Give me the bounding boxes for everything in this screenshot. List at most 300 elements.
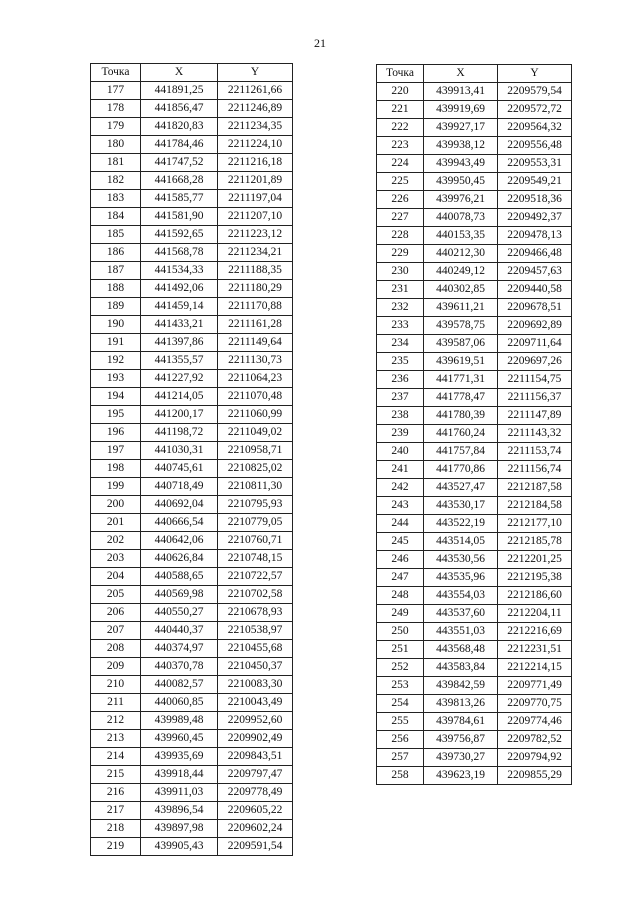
- cell-y: 2210043,49: [218, 694, 293, 712]
- cell-point: 249: [377, 605, 424, 623]
- cell-x: 439813,26: [424, 695, 498, 713]
- cell-x: 440642,06: [141, 532, 218, 550]
- cell-y: 2211234,21: [218, 244, 293, 262]
- table-row: [377, 443, 572, 461]
- cell-x: 441492,06: [141, 280, 218, 298]
- cell-y: 2211149,64: [218, 334, 293, 352]
- cell-x: 441771,31: [424, 371, 498, 389]
- table-row: [91, 118, 293, 136]
- table-row: [91, 838, 293, 856]
- header-x: X: [424, 65, 498, 83]
- cell-y: 2209855,29: [498, 767, 572, 785]
- table-row: [377, 245, 572, 263]
- table-row: [91, 802, 293, 820]
- cell-x: 439927,17: [424, 119, 498, 137]
- cell-point: 253: [377, 677, 424, 695]
- cell-point: 182: [91, 172, 141, 190]
- cell-x: 439623,19: [424, 767, 498, 785]
- cell-y: 2212184,58: [498, 497, 572, 515]
- cell-point: 256: [377, 731, 424, 749]
- coordinates-table-right: [376, 64, 572, 785]
- cell-point: 213: [91, 730, 141, 748]
- table-row: [377, 533, 572, 551]
- cell-y: 2209492,37: [498, 209, 572, 227]
- cell-x: 440440,37: [141, 622, 218, 640]
- cell-point: 221: [377, 101, 424, 119]
- table-row: [377, 515, 572, 533]
- table-row: [377, 317, 572, 335]
- cell-y: 2209478,13: [498, 227, 572, 245]
- table-row: [91, 190, 293, 208]
- cell-y: 2209794,92: [498, 749, 572, 767]
- cell-y: 2210722,57: [218, 568, 293, 586]
- cell-x: 441592,65: [141, 226, 218, 244]
- cell-point: 186: [91, 244, 141, 262]
- cell-y: 2212204,11: [498, 605, 572, 623]
- cell-y: 2211161,28: [218, 316, 293, 334]
- cell-y: 2210450,37: [218, 658, 293, 676]
- table-row: [377, 569, 572, 587]
- table-row: [377, 695, 572, 713]
- header-y: Y: [498, 65, 572, 83]
- cell-y: 2209549,21: [498, 173, 572, 191]
- cell-y: 2211261,66: [218, 82, 293, 100]
- table-row: [91, 298, 293, 316]
- cell-y: 2212214,15: [498, 659, 572, 677]
- table-row: [91, 514, 293, 532]
- cell-y: 2209770,75: [498, 695, 572, 713]
- cell-y: 2212186,60: [498, 587, 572, 605]
- cell-y: 2211223,12: [218, 226, 293, 244]
- cell-y: 2211156,37: [498, 389, 572, 407]
- cell-point: 245: [377, 533, 424, 551]
- cell-x: 439896,54: [141, 802, 218, 820]
- cell-x: 441030,31: [141, 442, 218, 460]
- cell-point: 216: [91, 784, 141, 802]
- cell-point: 194: [91, 388, 141, 406]
- table-row: [377, 137, 572, 155]
- cell-y: 2209952,60: [218, 712, 293, 730]
- cell-y: 2211234,35: [218, 118, 293, 136]
- cell-x: 439935,69: [141, 748, 218, 766]
- table-row: [377, 623, 572, 641]
- cell-x: 441820,83: [141, 118, 218, 136]
- cell-point: 254: [377, 695, 424, 713]
- cell-x: 441534,33: [141, 262, 218, 280]
- cell-x: 441770,86: [424, 461, 498, 479]
- cell-y: 2209797,47: [218, 766, 293, 784]
- cell-x: 443568,48: [424, 641, 498, 659]
- table-row: [91, 712, 293, 730]
- cell-point: 214: [91, 748, 141, 766]
- cell-point: 205: [91, 586, 141, 604]
- cell-x: 439943,49: [424, 155, 498, 173]
- cell-x: 439950,45: [424, 173, 498, 191]
- cell-x: 441568,78: [141, 244, 218, 262]
- table-row: [91, 316, 293, 334]
- table-row: [91, 262, 293, 280]
- table-row: [91, 766, 293, 784]
- cell-y: 2212201,25: [498, 551, 572, 569]
- cell-point: 248: [377, 587, 424, 605]
- cell-x: 443551,03: [424, 623, 498, 641]
- cell-x: 441747,52: [141, 154, 218, 172]
- cell-x: 439730,27: [424, 749, 498, 767]
- table-row: [377, 209, 572, 227]
- cell-y: 2210083,30: [218, 676, 293, 694]
- table-row: [377, 407, 572, 425]
- table-row: [91, 406, 293, 424]
- cell-x: 441214,05: [141, 388, 218, 406]
- cell-y: 2212185,78: [498, 533, 572, 551]
- cell-x: 443554,03: [424, 587, 498, 605]
- table-row: [91, 442, 293, 460]
- cell-x: 443537,60: [424, 605, 498, 623]
- cell-y: 2210958,71: [218, 442, 293, 460]
- cell-y: 2211188,35: [218, 262, 293, 280]
- cell-x: 443530,17: [424, 497, 498, 515]
- cell-y: 2209518,36: [498, 191, 572, 209]
- table-row: [91, 388, 293, 406]
- cell-y: 2209457,63: [498, 263, 572, 281]
- cell-y: 2210455,68: [218, 640, 293, 658]
- cell-x: 439784,61: [424, 713, 498, 731]
- cell-y: 2212187,58: [498, 479, 572, 497]
- cell-point: 220: [377, 83, 424, 101]
- cell-point: 199: [91, 478, 141, 496]
- cell-x: 441778,47: [424, 389, 498, 407]
- cell-point: 212: [91, 712, 141, 730]
- cell-y: 2210811,30: [218, 478, 293, 496]
- cell-x: 441459,14: [141, 298, 218, 316]
- table-row: [91, 748, 293, 766]
- table-row: [91, 622, 293, 640]
- cell-y: 2209782,52: [498, 731, 572, 749]
- table-row: [91, 370, 293, 388]
- cell-point: 201: [91, 514, 141, 532]
- cell-y: 2210702,58: [218, 586, 293, 604]
- cell-point: 238: [377, 407, 424, 425]
- cell-point: 190: [91, 316, 141, 334]
- table-row: [377, 713, 572, 731]
- cell-y: 2211060,99: [218, 406, 293, 424]
- cell-x: 440588,65: [141, 568, 218, 586]
- cell-y: 2211070,48: [218, 388, 293, 406]
- cell-y: 2209556,48: [498, 137, 572, 155]
- table-row: [91, 154, 293, 172]
- table-row: [377, 335, 572, 353]
- cell-x: 441433,21: [141, 316, 218, 334]
- cell-point: 208: [91, 640, 141, 658]
- cell-point: 204: [91, 568, 141, 586]
- cell-x: 441856,47: [141, 100, 218, 118]
- cell-y: 2209553,31: [498, 155, 572, 173]
- cell-y: 2210795,93: [218, 496, 293, 514]
- header-y: Y: [218, 64, 293, 82]
- cell-point: 196: [91, 424, 141, 442]
- table-row: [377, 425, 572, 443]
- cell-y: 2209778,49: [218, 784, 293, 802]
- cell-point: 222: [377, 119, 424, 137]
- cell-point: 239: [377, 425, 424, 443]
- cell-y: 2211143,32: [498, 425, 572, 443]
- cell-point: 223: [377, 137, 424, 155]
- cell-point: 184: [91, 208, 141, 226]
- cell-x: 440060,85: [141, 694, 218, 712]
- cell-x: 439918,44: [141, 766, 218, 784]
- cell-x: 443530,56: [424, 551, 498, 569]
- cell-x: 443514,05: [424, 533, 498, 551]
- cell-y: 2210760,71: [218, 532, 293, 550]
- cell-y: 2211197,04: [218, 190, 293, 208]
- cell-point: 229: [377, 245, 424, 263]
- cell-y: 2209564,32: [498, 119, 572, 137]
- cell-point: 242: [377, 479, 424, 497]
- cell-point: 210: [91, 676, 141, 694]
- table-row: [91, 676, 293, 694]
- table-row: [91, 460, 293, 478]
- cell-point: 202: [91, 532, 141, 550]
- cell-y: 2209774,46: [498, 713, 572, 731]
- cell-point: 234: [377, 335, 424, 353]
- cell-point: 255: [377, 713, 424, 731]
- header-point: Точка: [377, 65, 424, 83]
- table-row: [91, 244, 293, 262]
- cell-point: 209: [91, 658, 141, 676]
- cell-x: 443522,19: [424, 515, 498, 533]
- cell-y: 2210538,97: [218, 622, 293, 640]
- table-row: [377, 605, 572, 623]
- cell-y: 2209902,49: [218, 730, 293, 748]
- cell-y: 2210825,02: [218, 460, 293, 478]
- cell-point: 227: [377, 209, 424, 227]
- cell-point: 257: [377, 749, 424, 767]
- cell-x: 440718,49: [141, 478, 218, 496]
- table-row: [91, 694, 293, 712]
- cell-point: 258: [377, 767, 424, 785]
- table-row: [377, 659, 572, 677]
- cell-x: 441397,86: [141, 334, 218, 352]
- cell-x: 441668,28: [141, 172, 218, 190]
- cell-x: 441780,39: [424, 407, 498, 425]
- table-row: [377, 371, 572, 389]
- table-row: [91, 226, 293, 244]
- cell-x: 439619,51: [424, 353, 498, 371]
- table-row: [377, 767, 572, 785]
- cell-x: 440370,78: [141, 658, 218, 676]
- cell-point: 187: [91, 262, 141, 280]
- table-row: [91, 424, 293, 442]
- cell-y: 2209843,51: [218, 748, 293, 766]
- cell-y: 2211216,18: [218, 154, 293, 172]
- cell-point: 246: [377, 551, 424, 569]
- cell-x: 441581,90: [141, 208, 218, 226]
- cell-y: 2209602,24: [218, 820, 293, 838]
- cell-y: 2211049,02: [218, 424, 293, 442]
- cell-y: 2211170,88: [218, 298, 293, 316]
- table-row: [377, 191, 572, 209]
- cell-x: 440745,61: [141, 460, 218, 478]
- cell-x: 439611,21: [424, 299, 498, 317]
- cell-point: 226: [377, 191, 424, 209]
- cell-point: 232: [377, 299, 424, 317]
- table-row: [91, 604, 293, 622]
- cell-y: 2211246,89: [218, 100, 293, 118]
- cell-point: 183: [91, 190, 141, 208]
- table-row: [91, 568, 293, 586]
- cell-y: 2209591,54: [218, 838, 293, 856]
- table-row: [377, 155, 572, 173]
- cell-y: 2209678,51: [498, 299, 572, 317]
- cell-point: 218: [91, 820, 141, 838]
- cell-x: 440302,85: [424, 281, 498, 299]
- cell-point: 197: [91, 442, 141, 460]
- cell-x: 441891,25: [141, 82, 218, 100]
- cell-y: 2211201,89: [218, 172, 293, 190]
- cell-x: 439578,75: [424, 317, 498, 335]
- cell-point: 251: [377, 641, 424, 659]
- cell-x: 443527,47: [424, 479, 498, 497]
- table-row: [377, 389, 572, 407]
- cell-x: 441585,77: [141, 190, 218, 208]
- table-row: [91, 172, 293, 190]
- cell-x: 439756,87: [424, 731, 498, 749]
- cell-y: 2209579,54: [498, 83, 572, 101]
- cell-point: 200: [91, 496, 141, 514]
- cell-y: 2211153,74: [498, 443, 572, 461]
- header-point: Точка: [91, 64, 141, 82]
- cell-x: 439913,41: [424, 83, 498, 101]
- cell-point: 219: [91, 838, 141, 856]
- cell-y: 2209440,58: [498, 281, 572, 299]
- table-row: [91, 640, 293, 658]
- cell-x: 439989,48: [141, 712, 218, 730]
- table-row: [91, 784, 293, 802]
- cell-point: 231: [377, 281, 424, 299]
- cell-y: 2209711,64: [498, 335, 572, 353]
- cell-y: 2209466,48: [498, 245, 572, 263]
- cell-point: 191: [91, 334, 141, 352]
- cell-x: 439905,43: [141, 838, 218, 856]
- cell-point: 237: [377, 389, 424, 407]
- cell-point: 189: [91, 298, 141, 316]
- cell-x: 441757,84: [424, 443, 498, 461]
- table-row: [377, 677, 572, 695]
- cell-x: 441227,92: [141, 370, 218, 388]
- table-header-row: [377, 65, 572, 83]
- cell-x: 439911,03: [141, 784, 218, 802]
- table-row: [377, 119, 572, 137]
- cell-y: 2210748,15: [218, 550, 293, 568]
- cell-y: 2211224,10: [218, 136, 293, 154]
- table-row: [377, 227, 572, 245]
- cell-y: 2211180,29: [218, 280, 293, 298]
- cell-y: 2209605,22: [218, 802, 293, 820]
- table-row: [377, 587, 572, 605]
- cell-x: 439960,45: [141, 730, 218, 748]
- table-row: [377, 641, 572, 659]
- cell-x: 441198,72: [141, 424, 218, 442]
- cell-point: 203: [91, 550, 141, 568]
- cell-x: 439842,59: [424, 677, 498, 695]
- cell-point: 235: [377, 353, 424, 371]
- cell-point: 244: [377, 515, 424, 533]
- cell-point: 217: [91, 802, 141, 820]
- table-row: [91, 352, 293, 370]
- table-row: [377, 281, 572, 299]
- cell-x: 440666,54: [141, 514, 218, 532]
- header-x: X: [141, 64, 218, 82]
- cell-point: 230: [377, 263, 424, 281]
- cell-point: 188: [91, 280, 141, 298]
- cell-point: 181: [91, 154, 141, 172]
- cell-point: 192: [91, 352, 141, 370]
- cell-x: 440374,97: [141, 640, 218, 658]
- table-row: [377, 461, 572, 479]
- cell-x: 440569,98: [141, 586, 218, 604]
- cell-x: 443535,96: [424, 569, 498, 587]
- cell-y: 2209692,89: [498, 317, 572, 335]
- table-row: [91, 280, 293, 298]
- cell-y: 2211147,89: [498, 407, 572, 425]
- cell-point: 179: [91, 118, 141, 136]
- table-row: [377, 479, 572, 497]
- table-row: [91, 478, 293, 496]
- cell-y: 2211156,74: [498, 461, 572, 479]
- cell-point: 228: [377, 227, 424, 245]
- cell-point: 185: [91, 226, 141, 244]
- cell-x: 441784,46: [141, 136, 218, 154]
- cell-y: 2209697,26: [498, 353, 572, 371]
- cell-x: 440212,30: [424, 245, 498, 263]
- cell-point: 198: [91, 460, 141, 478]
- table-row: [377, 263, 572, 281]
- cell-x: 439919,69: [424, 101, 498, 119]
- cell-point: 247: [377, 569, 424, 587]
- cell-y: 2212195,38: [498, 569, 572, 587]
- table-row: [377, 749, 572, 767]
- cell-y: 2209572,72: [498, 101, 572, 119]
- cell-y: 2211064,23: [218, 370, 293, 388]
- cell-x: 440078,73: [424, 209, 498, 227]
- cell-x: 440550,27: [141, 604, 218, 622]
- cell-y: 2211130,73: [218, 352, 293, 370]
- cell-y: 2212216,69: [498, 623, 572, 641]
- cell-point: 206: [91, 604, 141, 622]
- table-row: [91, 496, 293, 514]
- cell-point: 241: [377, 461, 424, 479]
- cell-y: 2211207,10: [218, 208, 293, 226]
- cell-x: 440249,12: [424, 263, 498, 281]
- table-row: [377, 299, 572, 317]
- cell-y: 2211154,75: [498, 371, 572, 389]
- coordinates-table-left: [90, 63, 293, 856]
- cell-point: 178: [91, 100, 141, 118]
- cell-x: 441760,24: [424, 425, 498, 443]
- cell-point: 224: [377, 155, 424, 173]
- cell-point: 180: [91, 136, 141, 154]
- cell-point: 215: [91, 766, 141, 784]
- table-row: [91, 550, 293, 568]
- table-row: [91, 100, 293, 118]
- cell-x: 440626,84: [141, 550, 218, 568]
- cell-y: 2212231,51: [498, 641, 572, 659]
- table-row: [377, 101, 572, 119]
- cell-y: 2210678,93: [218, 604, 293, 622]
- table-row: [377, 497, 572, 515]
- cell-point: 243: [377, 497, 424, 515]
- cell-point: 193: [91, 370, 141, 388]
